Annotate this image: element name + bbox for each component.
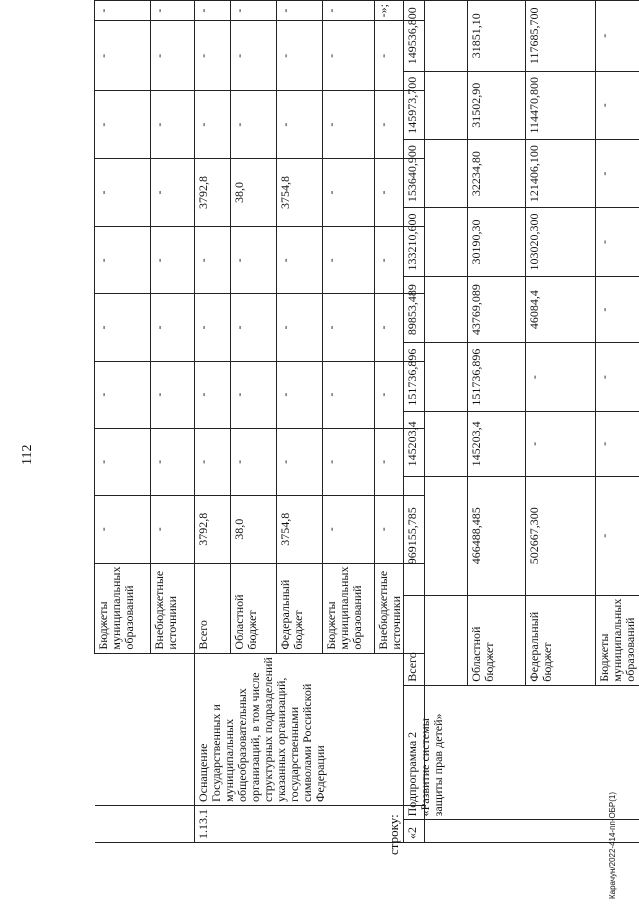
value-cell: 32234,80: [468, 139, 526, 207]
value-cell: -: [375, 294, 425, 361]
value-cell: 3792,8: [195, 495, 231, 563]
value-cell: -: [323, 227, 375, 294]
value-cell: 502667,300: [526, 476, 596, 595]
value-cell: 30190,30: [468, 208, 526, 276]
value-cell: -: [323, 294, 375, 361]
value-cell: 133210,600: [404, 208, 468, 276]
funding-source-cell: Бюджеты муниципальных образований: [323, 563, 375, 653]
footer-code: Карачун/2022-414-пп-ОБР(1): [608, 791, 617, 899]
value-cell: -: [231, 91, 277, 158]
value-cell: -: [596, 139, 639, 207]
value-cell: -: [195, 91, 231, 158]
value-cell: 466488,485: [468, 476, 526, 595]
value-cell: -: [323, 91, 375, 158]
funding-source-cell: Внебюджетные источники: [375, 563, 425, 653]
value-cell: -: [277, 361, 323, 428]
value-cell: 121406,100: [526, 139, 596, 207]
value-cell: 114470,800: [526, 71, 596, 139]
section-label: строку:: [386, 814, 401, 855]
value-cell: -: [596, 276, 639, 343]
item-name-cell: Оснащение Государственных и муниципальных общеобразовательных организаций, в том числе структурных подразделений указанных организаций, государственными символами Российской Федерации: [195, 653, 425, 805]
value-cell: -: [231, 361, 277, 428]
value-cell: -: [375, 227, 425, 294]
value-cell: -: [323, 428, 375, 495]
value-cell: 3754,8: [277, 495, 323, 563]
value-cell: -: [231, 294, 277, 361]
value-cell: 969155,785: [404, 476, 468, 595]
item-name-cell: [151, 653, 195, 805]
table-row: [95, 1, 151, 843]
item-name-cell: Подпрограмма 2 «Развитие системы защиты прав детей»: [404, 685, 639, 820]
value-cell: -: [231, 1, 277, 21]
value-cell: 145203,4: [468, 411, 526, 476]
funding-source-cell: Федеральный бюджет: [277, 563, 323, 653]
row-number-cell: 1.13.1: [195, 806, 425, 843]
row-number-cell: [151, 806, 195, 843]
value-cell: -: [375, 91, 425, 158]
page-number: 112: [20, 444, 35, 465]
value-cell: -: [95, 91, 151, 158]
value-cell: -: [95, 158, 151, 227]
value-cell: 31851,10: [468, 1, 526, 72]
funding-source-cell: Областной бюджет: [468, 595, 526, 685]
value-cell: -: [277, 227, 323, 294]
value-cell: -: [596, 1, 639, 72]
value-cell: -: [375, 428, 425, 495]
value-cell: -: [95, 1, 151, 21]
value-cell: 149536,800: [404, 1, 468, 72]
value-cell: -: [231, 227, 277, 294]
value-cell: -: [95, 294, 151, 361]
value-cell: -: [195, 227, 231, 294]
value-cell: 153640,900: [404, 139, 468, 207]
table-row: [195, 1, 231, 843]
value-cell: -: [277, 428, 323, 495]
value-cell: -: [95, 495, 151, 563]
value-cell: 31502,90: [468, 71, 526, 139]
value-cell: -: [151, 158, 195, 227]
value-cell: 145973,700: [404, 71, 468, 139]
value-cell: 151736,896: [404, 343, 468, 411]
value-cell: -: [596, 208, 639, 276]
value-cell: -: [195, 294, 231, 361]
funding-source-cell: Бюджеты муниципальных образований: [95, 563, 151, 653]
budget-table-top: [94, 0, 425, 843]
value-cell: 89853,489: [404, 276, 468, 343]
value-cell: -: [151, 21, 195, 91]
value-cell: -: [323, 1, 375, 21]
value-cell: -: [195, 428, 231, 495]
row-number-cell: [95, 806, 151, 843]
value-cell: -: [151, 294, 195, 361]
value-cell: 103020,300: [526, 208, 596, 276]
value-cell: -: [375, 495, 425, 563]
value-cell: -: [596, 476, 639, 595]
value-cell: -: [151, 91, 195, 158]
value-cell: -: [95, 428, 151, 495]
value-cell: -: [195, 361, 231, 428]
value-cell: 46084,4: [526, 276, 596, 343]
value-cell: 3754,8: [277, 158, 323, 227]
value-cell: -: [195, 1, 231, 21]
value-cell: -: [277, 1, 323, 21]
item-name-cell: [95, 653, 151, 805]
funding-source-cell: Всего: [195, 563, 231, 653]
row-number-cell: «2: [404, 820, 639, 843]
value-cell: -: [375, 158, 425, 227]
value-cell: -: [323, 158, 375, 227]
value-cell: 145203,4: [404, 411, 468, 476]
value-cell: 43769,089: [468, 276, 526, 343]
value-cell: 117685,700: [526, 1, 596, 72]
table-row: [151, 1, 195, 843]
budget-table-bottom: [403, 0, 639, 843]
value-cell: -: [151, 1, 195, 21]
value-cell: -: [195, 21, 231, 91]
value-cell: -: [151, 428, 195, 495]
value-cell: -: [596, 343, 639, 411]
value-cell: -: [323, 361, 375, 428]
value-cell: 38,0: [231, 158, 277, 227]
value-cell: -: [277, 294, 323, 361]
funding-source-cell: Областной бюджет: [231, 563, 277, 653]
value-cell: -: [323, 495, 375, 563]
value-cell: -: [277, 21, 323, 91]
value-cell: -: [526, 343, 596, 411]
value-cell: -: [95, 361, 151, 428]
value-cell: -: [323, 21, 375, 91]
value-cell: -: [231, 428, 277, 495]
value-cell: -: [375, 21, 425, 91]
value-cell: -: [375, 361, 425, 428]
value-cell: 3792,8: [195, 158, 231, 227]
value-cell: -: [277, 91, 323, 158]
funding-source-cell: Федеральный бюджет: [526, 595, 596, 685]
table-row: [404, 1, 468, 843]
value-cell: 38,0: [231, 495, 277, 563]
value-cell: -: [95, 227, 151, 294]
value-cell: 151736,896: [468, 343, 526, 411]
value-cell: -: [151, 227, 195, 294]
funding-source-cell: Всего: [404, 595, 468, 685]
funding-source-cell: Бюджеты муниципальных образований: [596, 595, 639, 685]
funding-source-cell: Внебюджетные источники: [151, 563, 195, 653]
value-cell: -: [231, 21, 277, 91]
value-cell: -: [596, 411, 639, 476]
value-cell: -: [596, 71, 639, 139]
value-cell: -: [95, 21, 151, 91]
value-cell: -: [526, 411, 596, 476]
value-cell: -»;: [375, 1, 425, 21]
value-cell: -: [151, 361, 195, 428]
value-cell: -: [151, 495, 195, 563]
